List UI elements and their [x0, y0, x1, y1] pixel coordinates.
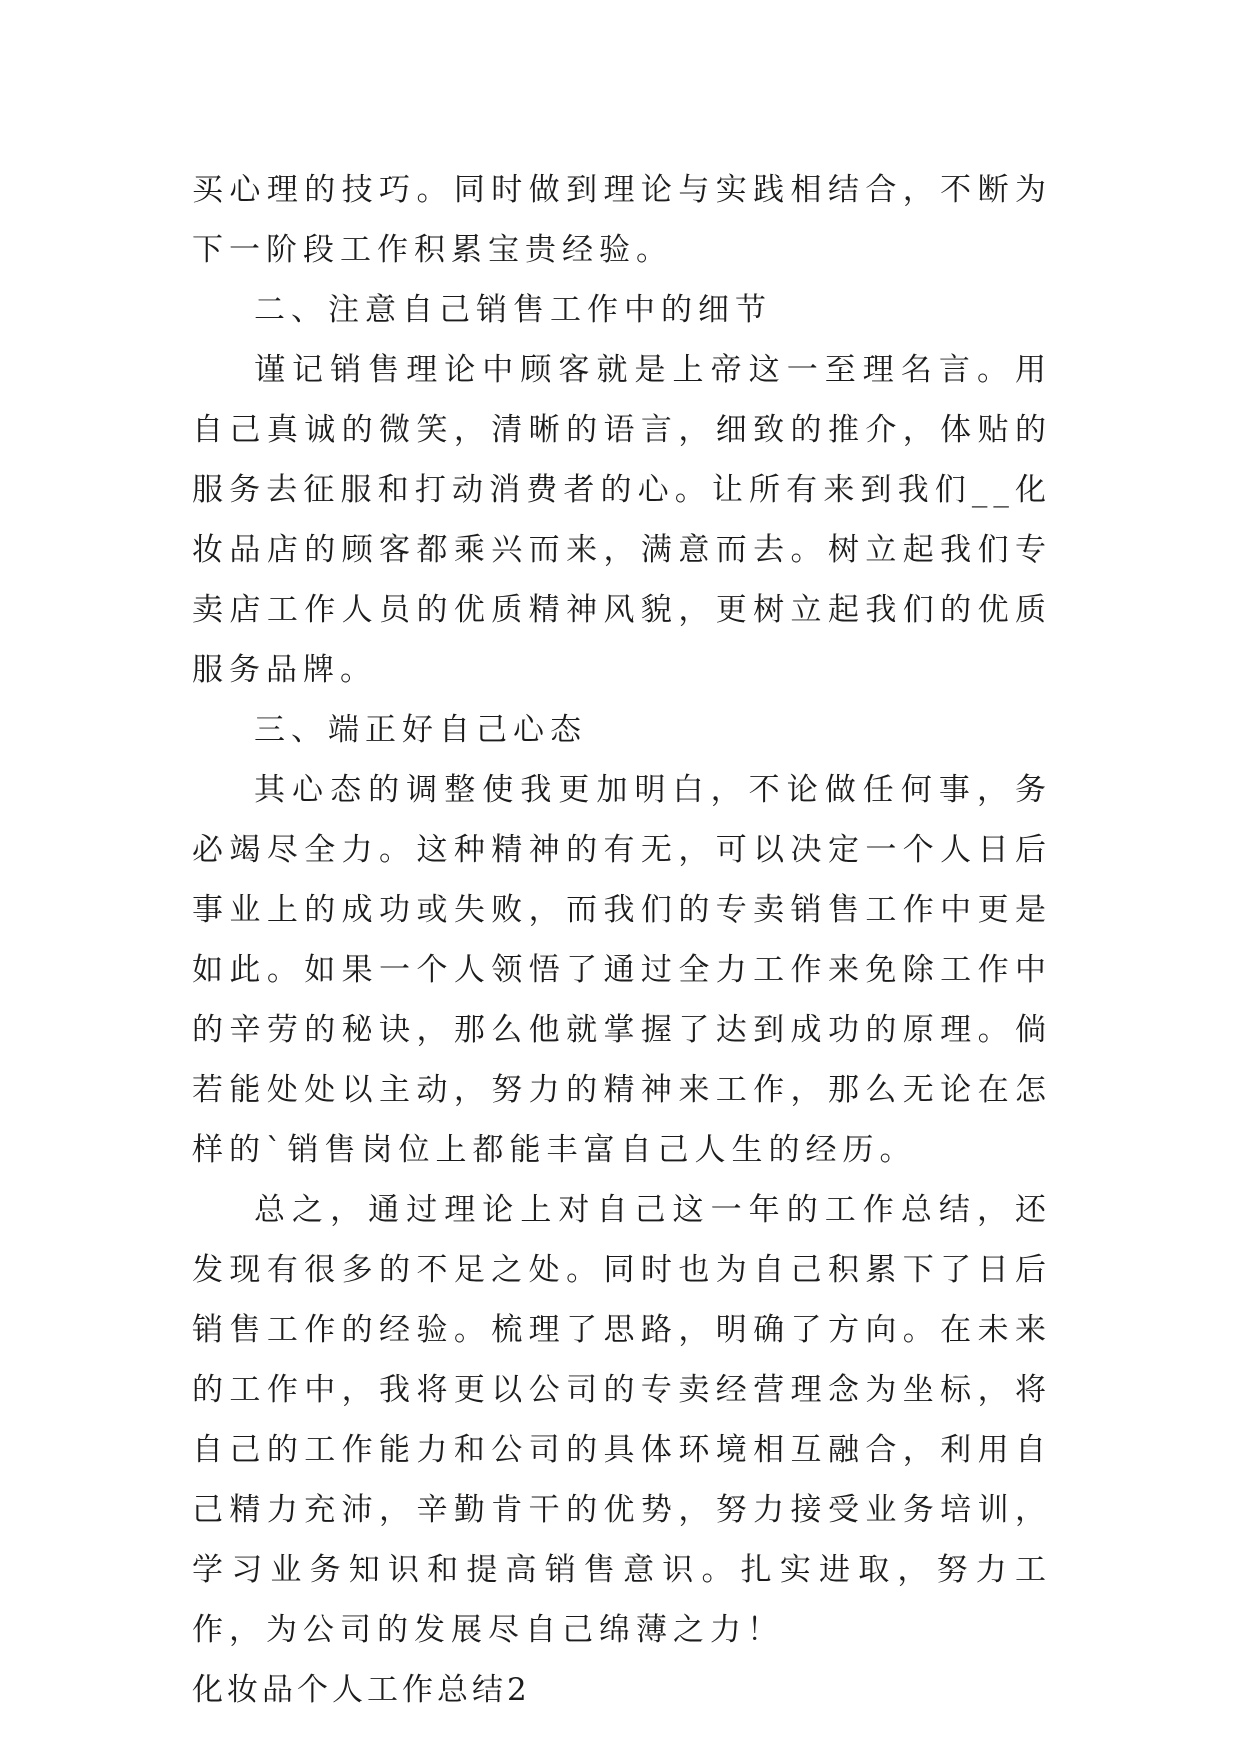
next-section-title: 化妆品个人工作总结2 [192, 1672, 531, 1708]
section-heading-mindset: 三、端正好自己心态 [254, 712, 587, 748]
paragraph-conclusion: 总之，通过理论上对自己这一年的工作总结，还发现有很多的不足之处。同时也为自己积累下了日后销售工作的经验。梳理了思路，明确了方向。在未来的工作中，我将更以公司的专卖经营理念为坐标，将自己的工作能力和公司的具体环境相互融合，利用自己精力充沛，辛勤肯干的优势，努力接受业务培训，学习业务知识和提高销售意识。扎实进取，努力工作，为公司的发展尽自己绵薄之力！ [192, 1192, 1052, 1648]
paragraph-mindset: 其心态的调整使我更加明白，不论做任何事，务必竭尽全力。这种精神的有无，可以决定一个人日后事业上的成功或失败，而我们的专卖销售工作中更是如此。如果一个人领悟了通过全力工作来免除工作中的辛劳的秘诀，那么他就掌握了达到成功的原理。倘若能处处以主动，努力的精神来工作，那么无论在怎样的`销售岗位上都能丰富自己人生的经历。 [192, 772, 1052, 1168]
paragraph-customer-service: 谨记销售理论中顾客就是上帝这一至理名言。用自己真诚的微笑，清晰的语言，细致的推介，体贴的服务去征服和打动消费者的心。让所有来到我们__化妆品店的顾客都乘兴而来，满意而去。树立起我们专卖店工作人员的优质精神风貌，更树立起我们的优质服务品牌。 [192, 352, 1052, 688]
paragraph-continuation: 买心理的技巧。同时做到理论与实践相结合，不断为下一阶段工作积累宝贵经验。 [192, 172, 1052, 268]
document-body [192, 160, 1052, 1720]
section-heading-details: 二、注意自己销售工作中的细节 [254, 292, 772, 328]
